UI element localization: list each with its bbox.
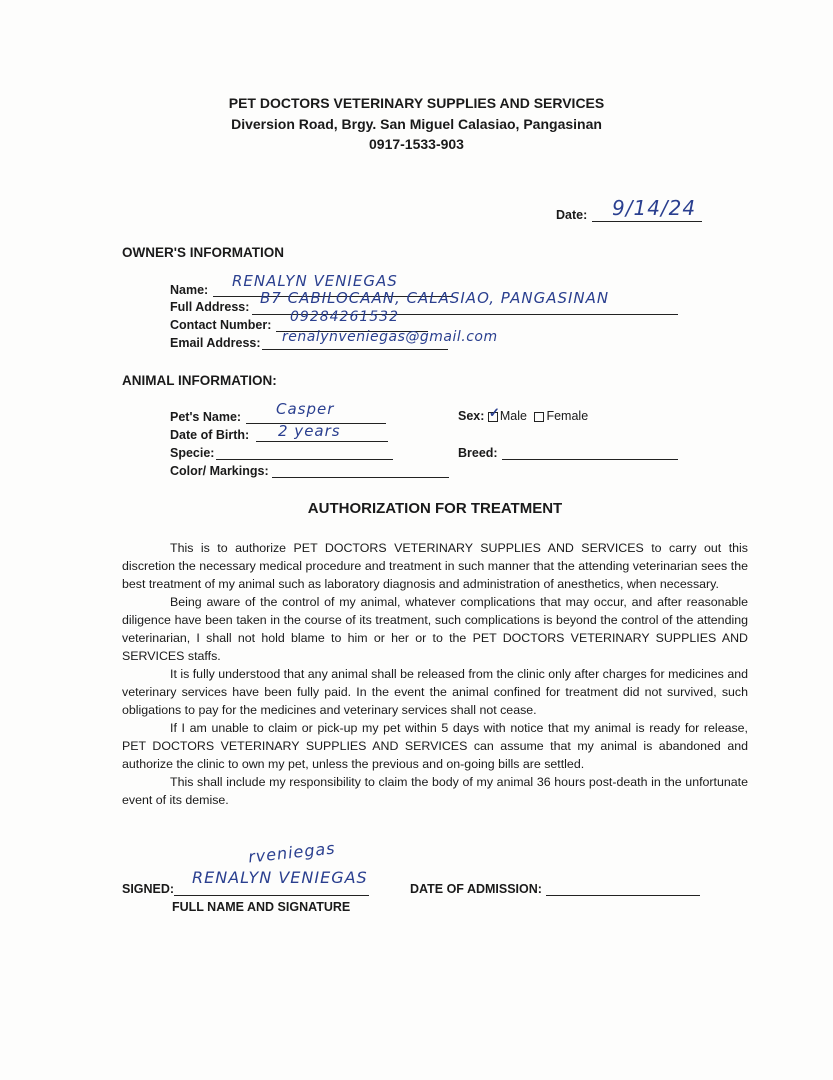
authorization-paragraph: If I am unable to claim or pick-up my pet within 5 days with notice that my animal is ready for release, PET DOCTORS VETERINARY SUPPLIES AND SERVICES can assume that my animal is abandoned and authorize the clinic to own my pet, unless the previous and on-going bills are settled.	[122, 721, 748, 771]
date-label: Date:	[556, 208, 588, 222]
date-line	[592, 221, 702, 222]
breed-line[interactable]	[502, 459, 678, 460]
dob-label: Date of Birth:	[170, 428, 250, 442]
clinic-address: Diversion Road, Brgy. San Miguel Calasiao, Pangasinan	[231, 116, 602, 132]
authorization-title: AUTHORIZATION FOR TREATMENT	[307, 500, 563, 517]
signature-caption: FULL NAME AND SIGNATURE	[172, 900, 351, 914]
clinic-name: PET DOCTORS VETERINARY SUPPLIES AND SERVICES	[228, 95, 605, 111]
admission-date-label: DATE OF ADMISSION:	[410, 882, 542, 896]
authorization-paragraph: Being aware of the control of my animal, whatever complications that may occur, and after reasonable diligence have been taken in the course of its treatment, such complications is beyond the control of the attending veterinarian, I shall not hold blame to him or her or to the PET DOCTORS VETERINARY SUPPLIES AND SERVICES staffs.	[122, 595, 748, 663]
owner-email-line	[262, 349, 448, 350]
female-checkbox[interactable]	[534, 412, 544, 422]
clinic-phone: 0917-1533-903	[369, 136, 464, 152]
pet-name-label: Pet's Name:	[170, 410, 242, 424]
owner-email-label: Email Address:	[170, 336, 261, 350]
owner-address-value[interactable]: B7 CABILOCAAN, CALASIAO, PANGASINAN	[260, 289, 610, 307]
specie-label: Specie:	[170, 446, 215, 460]
sex-male-option: Male	[499, 409, 527, 423]
owner-name-value[interactable]: RENALYN VENIEGAS	[232, 272, 398, 290]
pet-name-value[interactable]: Casper	[276, 400, 335, 418]
male-checkbox[interactable]	[488, 404, 500, 422]
signature-line	[174, 895, 369, 896]
breed-label: Breed:	[458, 446, 498, 460]
admission-date-line[interactable]	[546, 895, 700, 896]
specie-line[interactable]	[216, 459, 393, 460]
authorization-paragraph: This shall include my responsibility to claim the body of my animal 36 hours post-death in the unfortunate event of its demise.	[122, 775, 748, 807]
owner-contact-value[interactable]: 09284261532	[290, 309, 399, 325]
authorization-paragraph: This is to authorize PET DOCTORS VETERINARY SUPPLIES AND SERVICES to carry out this discretion the necessary medical procedure and treatment in such manner that the attending veterinarian sees the best treatment of my animal such as laboratory diagnosis and administration of anesthetics, when necessary.	[122, 541, 748, 591]
checkmark-icon: ✓	[488, 404, 500, 420]
sex-label: Sex:	[458, 409, 485, 423]
owner-email-value[interactable]: renalynveniegas@gmail.com	[282, 329, 498, 345]
animal-section-heading: ANIMAL INFORMATION:	[122, 373, 277, 388]
authorization-paragraph: It is fully understood that any animal shall be released from the clinic only after charges for medicines and veterinary services have been fully paid. In the event the animal confined for treatment did not survived, such obligations to pay for the medicines and veterinary services shall not cease.	[122, 667, 748, 717]
color-markings-line[interactable]	[272, 477, 449, 478]
owner-name-label: Name:	[170, 283, 209, 297]
date-value[interactable]: 9/14/24	[612, 196, 697, 220]
sex-female-option: Female	[546, 409, 589, 423]
signer-name-value[interactable]: RENALYN VENIEGAS	[192, 868, 368, 887]
dob-value[interactable]: 2 years	[278, 422, 341, 440]
signed-label: SIGNED:	[122, 882, 175, 896]
sex-field	[458, 404, 589, 423]
dob-line	[256, 441, 388, 442]
signature-scribble: rveniegas	[247, 838, 337, 867]
authorization-body	[122, 539, 748, 809]
owner-section-heading: OWNER'S INFORMATION	[122, 245, 284, 260]
owner-address-label: Full Address:	[170, 300, 250, 314]
color-markings-label: Color/ Markings:	[170, 464, 269, 478]
owner-contact-label: Contact Number:	[170, 318, 272, 332]
